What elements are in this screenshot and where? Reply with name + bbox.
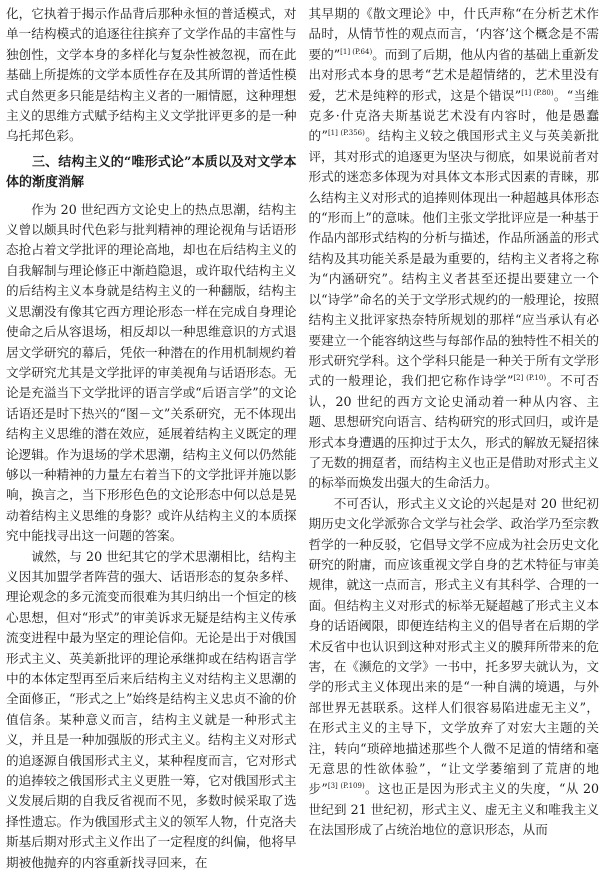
citation-ref: [1] (P.64) xyxy=(340,47,373,56)
section-heading: 三、结构主义的“唯形式论”本质以及对文学本体的渐度消解 xyxy=(6,154,297,191)
citation-ref: [1] (P.80) xyxy=(521,88,554,97)
text-run: 。这也正是因为形式主义的失度，“从 20 世纪到 21 世纪初，形式主义、虚无主义和唯我主义在法国形成了占统治地位的意识形态，从而 xyxy=(308,781,599,838)
citation-ref: [2] (P.10) xyxy=(513,374,547,383)
right-column xyxy=(309,4,600,896)
paragraph: 诚然，与 20 世纪其它的学术思潮相比，结构主义因其加盟学者阵营的强大、话语形态的复杂多样、理论观念的多元流变而很难为其归纳出一个恒定的核心思想，但对“形式”的审美诉求无疑是结构主义传承流变进程中最为坚定的理论信仰。无论是出于对俄国形式主义、英美新批评的理论承继抑或在结构语言学中的本体定型再至后来后结构主义对结构主义思潮的全面修正，“形式之上”始终是结构主义忠贞不渝的价值信条。某种意义而言，结构主义就是一种形式主义，并且是一种加强版的形式主义。结构主义对形式的追逐源自俄国形式主义，某种程度而言，它对形式的追捧较之俄国形式主义更胜一筹，它对俄国形式主义发展后期的自我反省视而不见，多数时候采取了选择性遗忘。作为俄国形式主义的领军人物，什克洛夫斯基后期对形式主义作出了一定程度的纠偏，他将早期被他抛弃的内容重新找寻回来，在 xyxy=(6,548,297,870)
paragraph xyxy=(309,4,600,494)
citation-ref: [3] (P.109) xyxy=(327,782,365,791)
text-run: 。“当维克多·什克洛夫斯基说艺术没有内容时，他是愚蠢的” xyxy=(308,87,599,144)
paragraph: 作为 20 世纪西方文论史上的热点思潮，结构主义曾以颇具时代色彩与批判精神的理论视角与话语形态抢占着文学批评的理论高地，却也在后结构主义的自我解制与理论修正中渐趋隐退，或许取代结构主义的后结构主义本身就是结构主义的一种翻版，结构主义思潮没有像其它西方理论形态一样在完成自身理论使命之后从容退场，相反却以一种思维意识的方式退居文学研究的幕后，凭依一种潜在的作用机制规约着文学研究尤其是文学批评的审美视角与话语形态。无论是充溢当下文学批评的语言学或“后语言学”的文论话语还是时下热兴的“图－文”关系研究，无不体现出结构主义思维的潜在效应，延展着结构主义既定的理论逻辑。作为退场的学术思潮，结构主义何以仍然能够以一种精神的力量左右着当下的文学批评并施以影响，换言之，当下形形色色的文论形态中何以总是晃动着结构主义思维的身影？或许从结构主义的本质探究中能找寻出这一问题的答案。 xyxy=(6,201,297,544)
text-run: 。而到了后期，他从内省的基础上重新发出对形式本身的思考“艺术是超情绪的，艺术里没有爱，艺术是纯粹的形式，这是个错误” xyxy=(308,46,599,103)
text-run: 。结构主义较之俄国形式主义与英美新批评，其对形式的追逐更为坚决与彻底，如果说前者对形式的迷恋多体现为对具体文本形式因素的青睐，那么结构主义对形式的追捧则体现出一种超越具体形态的“形而上”的意味。他们主张文学批评应是一种基于作品内部形式结构的分析与描述，作品所涵盖的形式结构及其功能关系是最为重要的，结构主义者将之称为“内涵研究”。结构主义者甚至还提出要建立一个以“诗学”命名的关于文学形式规约的一般理论，按照结构主义批评家热奈特所规划的那样“应当承认有必要建立一个能容纳这些与每部作品的独特性不相关的形式研究学科。这个学科只能是一种关于所有文学形式的一般理论，我们把它称作诗学” xyxy=(308,128,599,389)
citation-ref: [1] (P.356) xyxy=(327,129,365,138)
text-run: 不可否认，形式主义文论的兴起是对 20 世纪初期历史文化学派弥合文学与社会学、政治学乃至宗教哲学的一种反驳，它倡导文学不应成为社会历史文化研究的附庸，而应该重视文学自身的艺术特征与审美规律，就这一点而言，形式主义有其科学、合理的一面。但结构主义对形式的标举无疑超越了形式主义本身的话语阈限，即便连结构主义的倡导者在后期的学术反省中也认识到这种对形式主义的膜拜所带来的危害，在《濒危的文学》一书中，托多罗夫就认为，文学的形式主义体现出来的是“一种自满的境遇，与外部世界无甚联系。这样人们很容易陷进虚无主义”，在形式主义的主导下，文学放弃了对宏大主题的关注，转向“琐碎地描述那些个人微不足道的情绪和毫无意思的性欲体验”，“让文学萎缩到了荒唐的地步” xyxy=(308,495,599,797)
text-run: 。不可否认，20 世纪的西方文论史涌动着一种从内容、主题、思想研究向语言、结构研究的形式回归，或许是形式本身遭遇的压抑过于太久，形式的解放无疑招徕了无数的拥趸者，而结构主义也正是借助对形式主义的标举而焕发出强大的生命活力。 xyxy=(308,373,599,491)
left-column xyxy=(6,4,297,896)
text-run: 其早期的《散文理论》中，什氏声称“在分析艺术作品时，从情节性的观点而言，‘内容’这个概念是不需要的” xyxy=(308,6,599,62)
paragraph xyxy=(309,494,600,841)
paragraph: 化，它执着于揭示作品背后那种永恒的普适模式，对单一结构模式的追逐往往摈弃了文学作品的丰富性与独创性，文学本身的多样化与复杂性被忽视，而在此基础上所提炼的文学本质性存在及其所谓的普适性模式自然更多只能是结构主义者的一厢情愿，这种理想主义的思维方式赋予结构主义文学批评更多的是一种乌托邦色彩。 xyxy=(6,6,297,144)
